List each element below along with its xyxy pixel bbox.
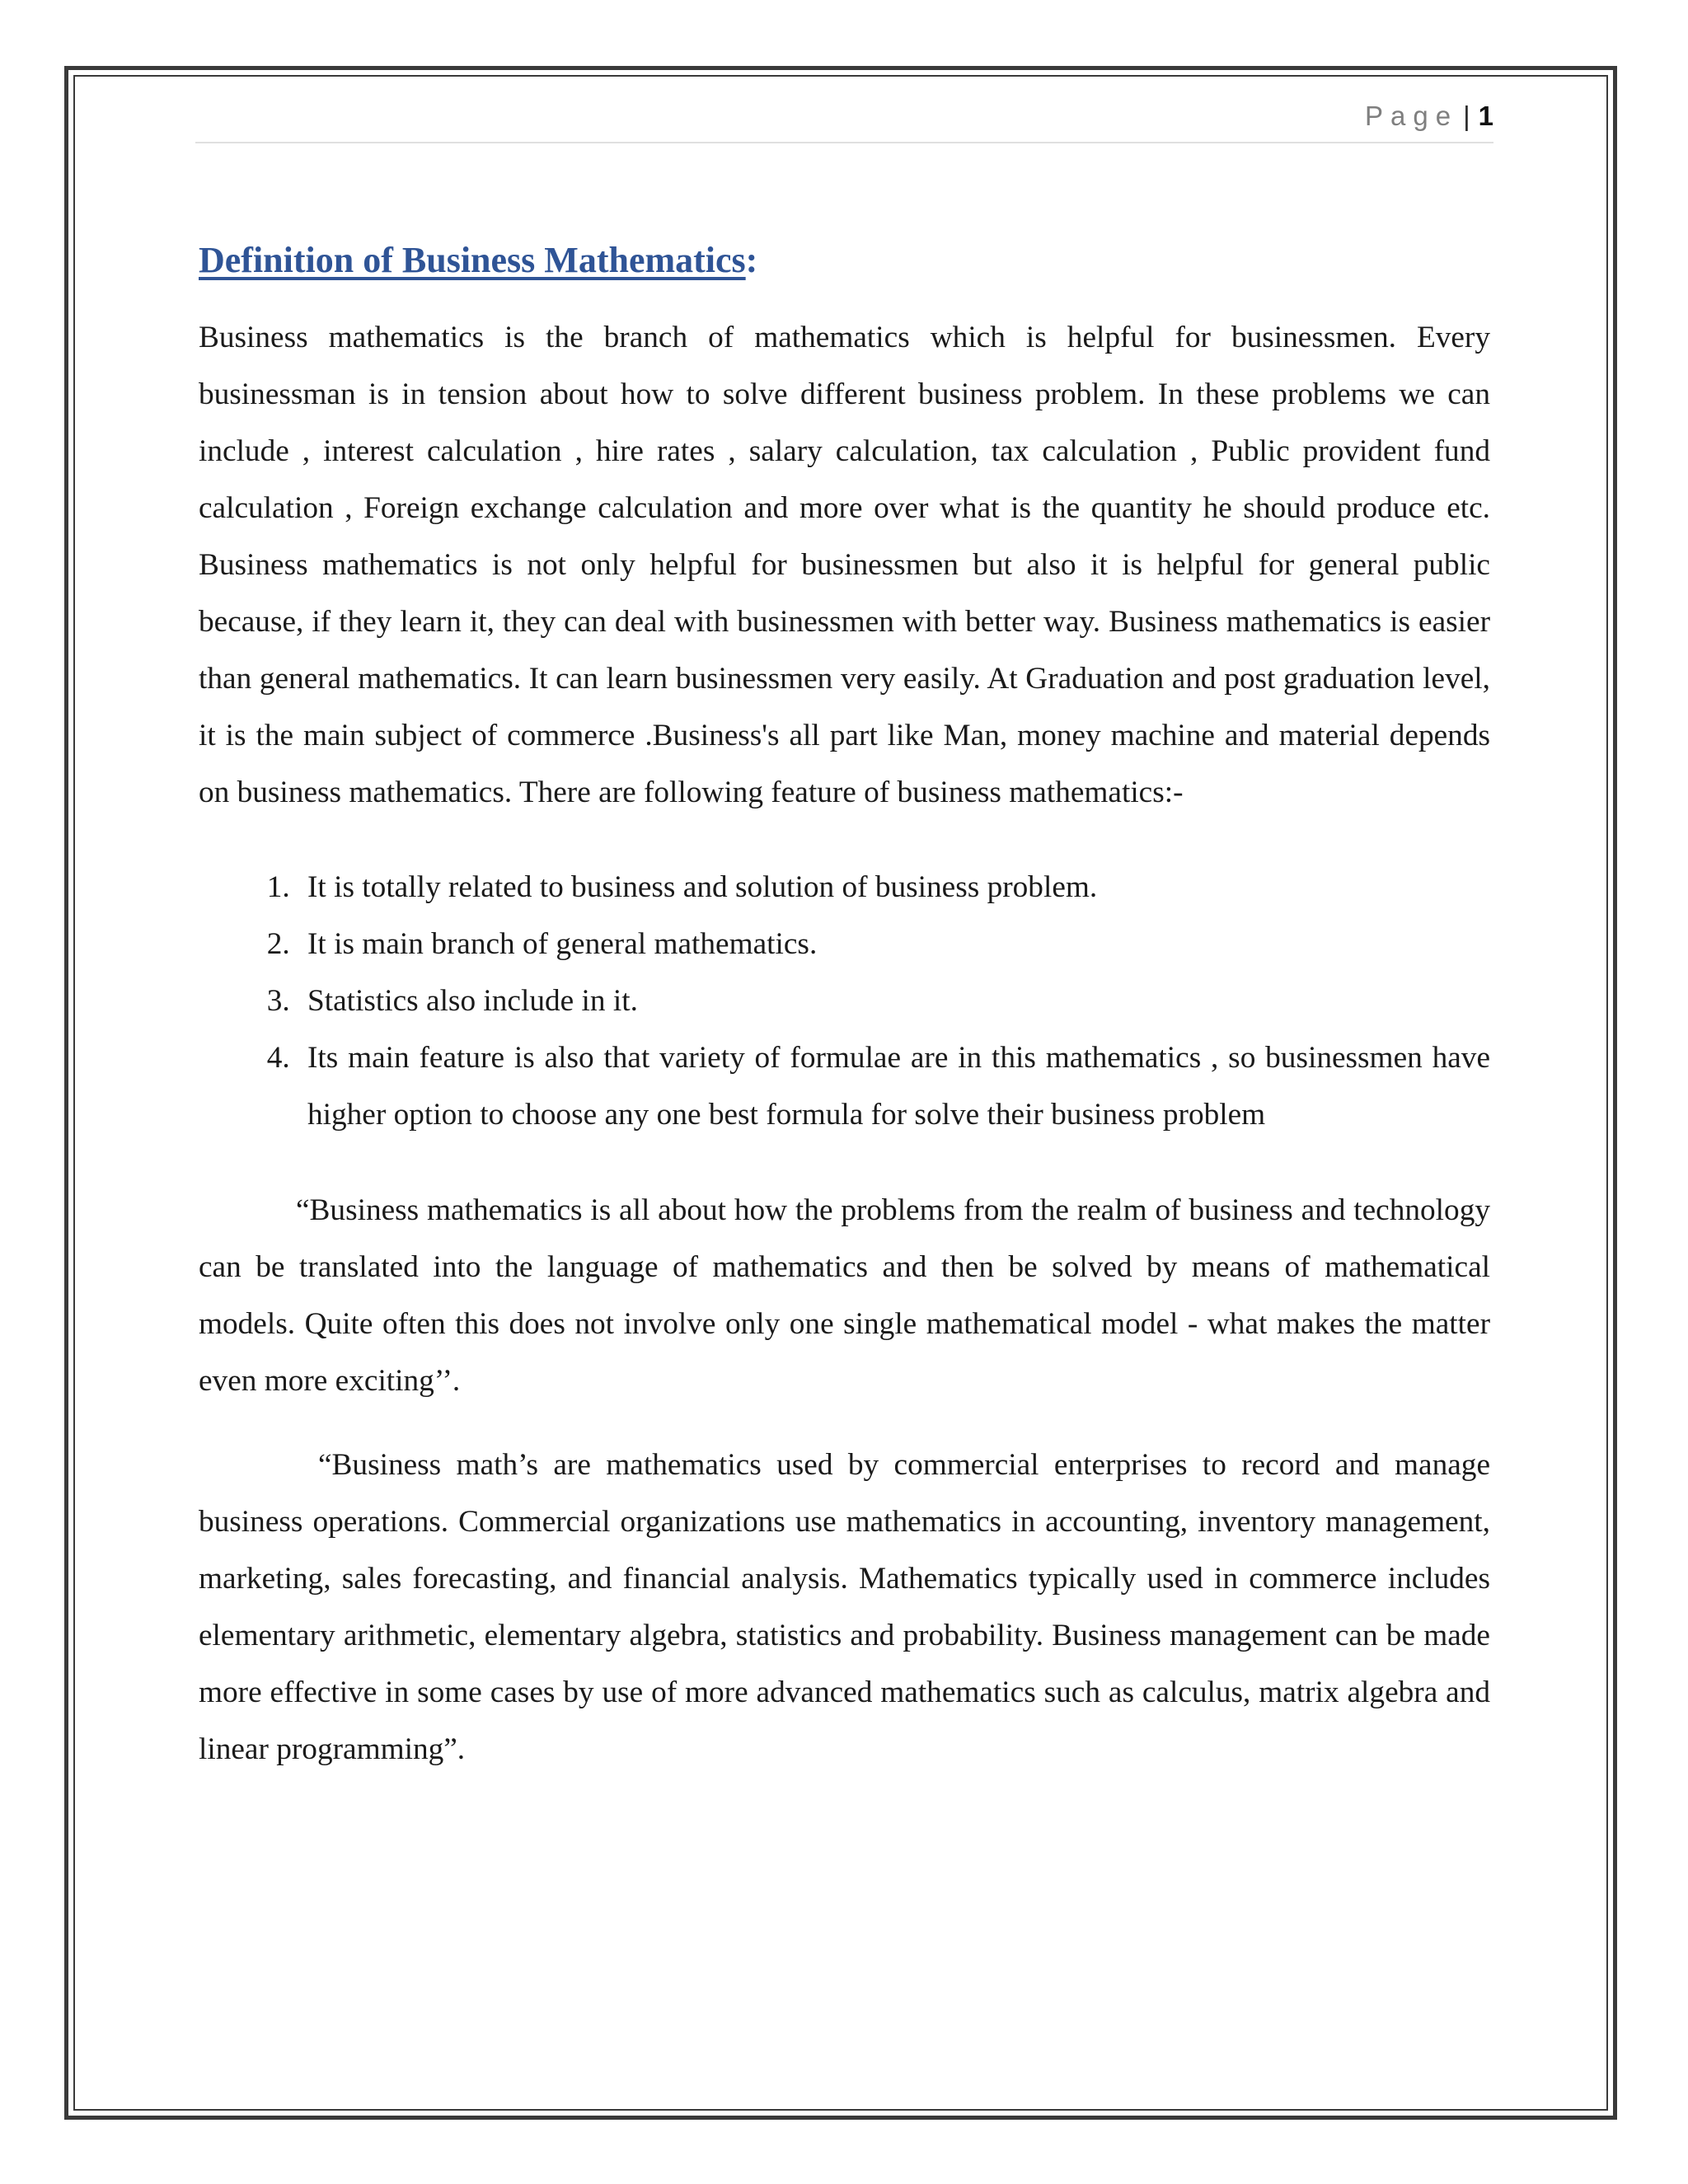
list-item: 4. Its main feature is also that variety of formulae are in this mathematics , so businessmen have higher option to choose any one best formula for solve their business problem [298, 1029, 1490, 1143]
intro-paragraph: Business mathematics is the branch of mathematics which is helpful for businessmen. Every businessman is in tension about how to solve different business problem. In these problems we can include , interest calculation , hire rates , salary calculation, tax calculation , Public provident fund calculation , Foreign exchange calculation and more over what is the quantity he should produce etc. Business mathematics is not only helpful for businessmen but also it is helpful for general public because, if they learn it, they can deal with businessmen with better way. Business mathematics is easier than general mathematics. It can learn businessmen very easily. At Graduation and post graduation level, it is the main subject of commerce .Business's all part like Man, money machine and material depends on business mathematics. There are following feature of business mathematics:- [199, 321, 1490, 809]
list-item: 1. It is totally related to business and solution of business problem. [298, 859, 1490, 916]
page-header [195, 97, 1493, 143]
document-body [199, 239, 1490, 1778]
section-title-text: Definition of Business Mathematics [199, 240, 746, 280]
section-title [199, 239, 1490, 281]
page-number-label [1365, 101, 1493, 132]
list-item: 3. Statistics also include in it. [298, 972, 1490, 1029]
quote-paragraph-1: “Business mathematics is all about how the problems from the realm of business and technology can be translated into the language of mathematics and then be solved by means of mathematical models. Quite often this does not involve only one single mathematical model - what makes the matter even more exciting’’. [199, 1193, 1490, 1398]
page-number: 1 [1478, 101, 1493, 131]
list-item: 2. It is main branch of general mathematics. [298, 916, 1490, 972]
page-separator: | [1463, 101, 1470, 131]
section-title-colon: : [745, 240, 758, 280]
quote-paragraph-2: “Business math’s are mathematics used by commercial enterprises to record and manage business operations. Commercial organizations use mathematics in accounting, inventory management, marketing, sales forecasting, and financial analysis. Mathematics typically used in commerce includes elementary arithmetic, elementary algebra, statistics and probability. Business management can be made more effective in some cases by use of more advanced mathematics such as calculus, matrix algebra and linear programming”. [199, 1448, 1490, 1766]
features-list [199, 859, 1490, 1143]
page-word: Page [1364, 101, 1459, 131]
